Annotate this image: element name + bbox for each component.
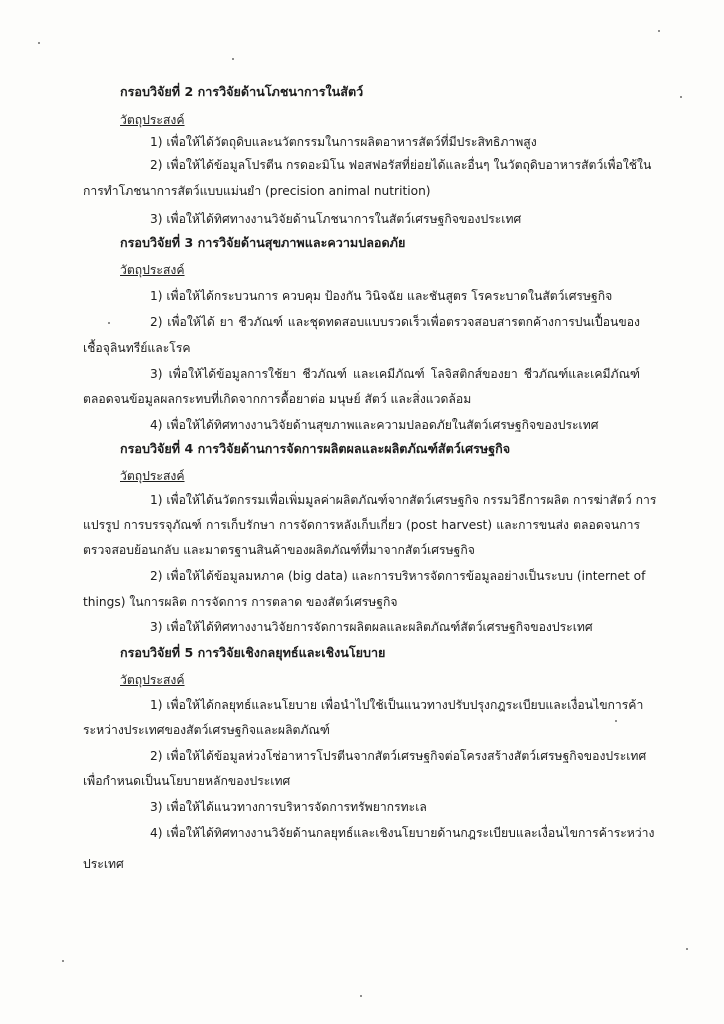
framework-4-item-1-cont-2: ตรวจสอบย้อนกลับ และมาตรฐานสินค้าของผลิตภัณฑ์ที่มาจากสัตว์เศรษฐกิจ xyxy=(83,543,475,557)
framework-5-item-4-cont: ประเทศ xyxy=(83,857,124,871)
framework-2-item-3: 3) เพื่อให้ได้ทิศทางงานวิจัยด้านโภชนาการในสัตว์เศรษฐกิจของประเทศ xyxy=(150,212,522,226)
framework-2-item-2: 2) เพื่อให้ได้ข้อมูลโปรตีน กรดอะมิโน ฟอสฟอรัสที่ย่อยได้และอื่นๆ ในวัตถุดิบอาหารสัตว์เพื่อใช้ใน xyxy=(150,158,652,172)
framework-4-item-2-cont: things) ในการผลิต การจัดการ การตลาด ของสัตว์เศรษฐกิจ xyxy=(83,595,398,609)
framework-5-item-1-cont: ระหว่างประเทศของสัตว์เศรษฐกิจและผลิตภัณฑ์ xyxy=(83,723,330,737)
framework-4-item-3: 3) เพื่อให้ได้ทิศทางงานวิจัยการจัดการผลิตผลและผลิตภัณฑ์สัตว์เศรษฐกิจของประเทศ xyxy=(150,620,593,634)
framework-3-objective-label: วัตถุประสงค์ xyxy=(120,263,185,277)
scan-speck xyxy=(62,960,64,962)
framework-3-item-3: 3) เพื่อให้ได้ข้อมูลการใช้ยา ชีวภัณฑ์ และเคมีภัณฑ์ โลจิสติกส์ของยา ชีวภัณฑ์และเคมีภัณฑ์ xyxy=(150,367,640,381)
framework-5-item-4: 4) เพื่อให้ได้ทิศทางงานวิจัยด้านกลยุทธ์และเชิงนโยบายด้านกฎระเบียบและเงื่อนไขการค้าระหว่าง xyxy=(150,826,655,840)
framework-4-objective-label: วัตถุประสงค์ xyxy=(120,469,185,483)
framework-5-item-2-cont: เพื่อกำหนดเป็นนโยบายหลักของประเทศ xyxy=(83,774,291,788)
framework-4-item-1-cont-1: แปรรูป การบรรจุภัณฑ์ การเก็บรักษา การจัดการหลังเก็บเกี่ยว (post harvest) และการขนส่ง ตลอดจนการ xyxy=(83,518,640,532)
framework-2-heading: กรอบวิจัยที่ 2 การวิจัยด้านโภชนาการในสัตว์ xyxy=(120,84,364,99)
framework-5-item-1: 1) เพื่อให้ได้กลยุทธ์และนโยบาย เพื่อนำไปใช้เป็นแนวทางปรับปรุงกฎระเบียบและเงื่อนไขการค้า xyxy=(150,698,644,712)
scan-speck xyxy=(232,58,234,60)
framework-5-item-2: 2) เพื่อให้ได้ข้อมูลห่วงโซ่อาหารโปรตีนจากสัตว์เศรษฐกิจต่อโครงสร้างสัตว์เศรษฐกิจของประเทศ xyxy=(150,749,647,763)
scan-speck xyxy=(680,96,682,98)
scan-speck xyxy=(658,30,660,32)
framework-3-item-2: 2) เพื่อให้ได้ ยา ชีวภัณฑ์ และชุดทดสอบแบบรวดเร็วเพื่อตรวจสอบสารตกค้างการปนเปื้อนของ xyxy=(150,315,640,329)
framework-4-heading: กรอบวิจัยที่ 4 การวิจัยด้านการจัดการผลิตผลและผลิตภัณฑ์สัตว์เศรษฐกิจ xyxy=(120,441,511,456)
framework-3-item-3-cont: ตลอดจนข้อมูลผลกระทบที่เกิดจากการดื้อยาต่อ มนุษย์ สัตว์ และสิ่งแวดล้อม xyxy=(83,392,472,406)
scan-speck xyxy=(38,42,40,44)
framework-5-item-3: 3) เพื่อให้ได้แนวทางการบริหารจัดการทรัพยากรทะเล xyxy=(150,800,427,814)
framework-5-heading: กรอบวิจัยที่ 5 การวิจัยเชิงกลยุทธ์และเชิงนโยบาย xyxy=(120,645,386,660)
scan-speck xyxy=(615,720,617,722)
framework-2-item-1: 1) เพื่อให้ได้วัตถุดิบและนวัตกรรมในการผลิตอาหารสัตว์ที่มีประสิทธิภาพสูง xyxy=(150,135,537,149)
framework-3-item-4: 4) เพื่อให้ได้ทิศทางงานวิจัยด้านสุขภาพและความปลอดภัยในสัตว์เศรษฐกิจของประเทศ xyxy=(150,418,599,432)
framework-4-item-1: 1) เพื่อให้ได้นวัตกรรมเพื่อเพิ่มมูลค่าผลิตภัณฑ์จากสัตว์เศรษฐกิจ กรรมวิธีการผลิต การฆ่าสัตว์ การ xyxy=(150,493,657,507)
framework-4-item-2: 2) เพื่อให้ได้ข้อมูลมหภาค (big data) และการบริหารจัดการข้อมูลอย่างเป็นระบบ (internet of xyxy=(150,569,646,583)
scan-speck xyxy=(108,322,110,324)
scan-speck xyxy=(360,995,362,997)
framework-2-item-2-cont: การทำโภชนาการสัตว์แบบแม่นยำ (precision animal nutrition) xyxy=(83,184,431,198)
framework-2-objective-label: วัตถุประสงค์ xyxy=(120,113,185,127)
scan-speck xyxy=(686,948,688,950)
framework-3-heading: กรอบวิจัยที่ 3 การวิจัยด้านสุขภาพและความปลอดภัย xyxy=(120,235,406,250)
framework-3-item-2-cont: เชื้อจุลินทรีย์และโรค xyxy=(83,341,191,355)
framework-5-objective-label: วัตถุประสงค์ xyxy=(120,673,185,687)
framework-3-item-1: 1) เพื่อให้ได้กระบวนการ ควบคุม ป้องกัน วินิจฉัย และชันสูตร โรคระบาดในสัตว์เศรษฐกิจ xyxy=(150,289,613,303)
